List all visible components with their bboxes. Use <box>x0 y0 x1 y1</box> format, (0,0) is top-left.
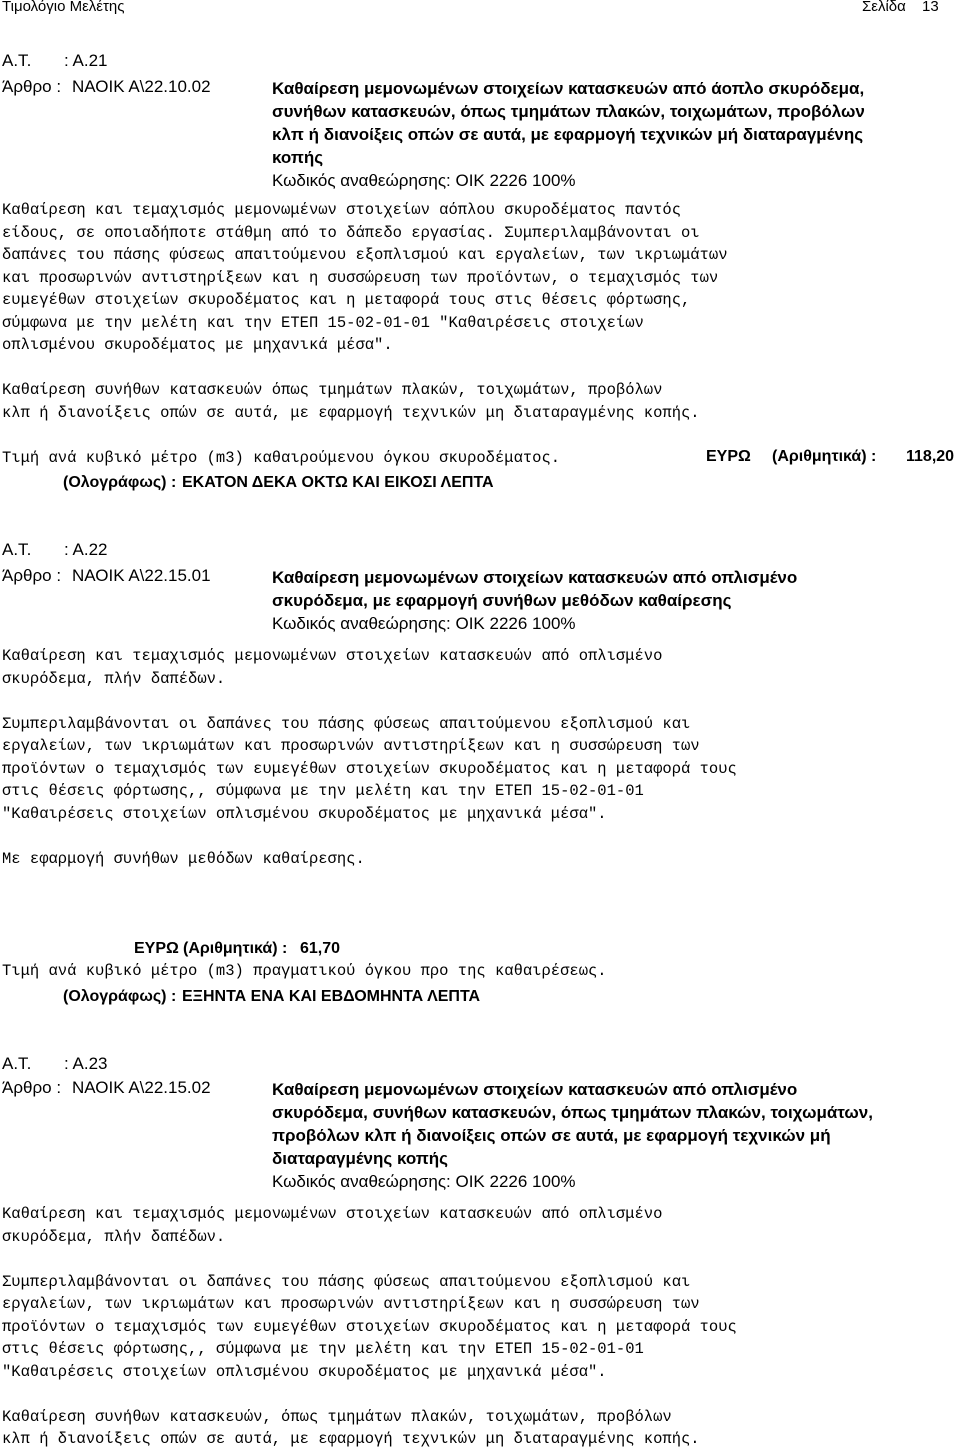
item-title <box>272 566 797 635</box>
desc-line: είδους, σε οποιαδήποτε στάθμη από το δάπεδο εργασίας. Συμπεριλαμβάνονται οι <box>2 223 700 242</box>
desc-line: Συμπεριλαμβάνονται οι δαπάνες του πάσης φύσεως απαιτούμενου εξοπλισμού και <box>2 714 691 733</box>
desc-line: κλπ ή διανοίξεις οπών σε αυτά, με εφαρμογή τεχνικών μη διαταραγμένης κοπής. <box>2 1430 700 1448</box>
desc-line: εργαλείων, των ικριωμάτων και προσωρινών αντιστηρίξεων και η συσσώρευση των <box>2 737 700 755</box>
blank-line <box>2 424 728 447</box>
blank-line <box>2 690 737 713</box>
blank-line <box>2 357 728 380</box>
price-value: 118,20 <box>906 448 955 465</box>
desc-line: "Καθαιρέσεις στοιχείων οπλισμένου σκυροδέματος με μηχανικά μέσα". <box>2 804 607 823</box>
at-value: : Α.23 <box>64 1054 108 1073</box>
title-line: Καθαίρεση μεμονωμένων στοιχείων κατασκευών από άοπλο σκυρόδεμα, <box>272 79 865 98</box>
desc-line: Καθαίρεση και τεμαχισμός μεμονωμένων στοιχείων κατασκευών από οπλισμένο <box>2 647 663 665</box>
desc-line: δαπάνες του πάσης φύσεως απαιτούμενου εξοπλισμού και εργαλείων, των ικριωμάτων <box>2 246 728 264</box>
at-value: : Α.21 <box>64 51 108 70</box>
desc-line: εργαλείων, των ικριωμάτων και προσωρινών αντιστηρίξεων και η συσσώρευση των <box>2 1295 700 1313</box>
article-label: Άρθρο : <box>2 1078 62 1097</box>
item-description <box>2 645 737 870</box>
blank-line <box>2 1383 737 1406</box>
words-label: (Ολογράφως) : <box>63 988 177 1005</box>
unit-price-line: Τιμή ανά κυβικό μέτρο (m3) καθαιρούμενου όγκου σκυροδέματος. <box>2 448 561 467</box>
at-value: : Α.22 <box>64 540 108 559</box>
title-line: συνήθων κατασκευών, όπως τμημάτων πλακών, τοιχωμάτων, προβόλων <box>272 102 865 121</box>
desc-line: Καθαίρεση και τεμαχισμός μεμονωμένων στοιχείων αόπλου σκυροδέματος παντός <box>2 201 682 219</box>
item-description <box>2 1203 737 1451</box>
desc-line: οπλισμένου σκυροδέματος με μηχανικά μέσα". <box>2 336 393 354</box>
desc-line: Με εφαρμογή συνήθων μεθόδων καθαίρεσης. <box>2 849 365 868</box>
at-label: Α.Τ. <box>2 540 32 559</box>
price-currency: ΕΥΡΩ <box>706 448 751 465</box>
page-label: Σελίδα <box>862 0 906 15</box>
desc-line: Καθαίρεση συνήθων κατασκευών, όπως τμημάτων πλακών, τοιχωμάτων, προβόλων <box>2 1407 672 1426</box>
desc-line: Καθαίρεση και τεμαχισμός μεμονωμένων στοιχείων κατασκευών από οπλισμένο <box>2 1205 663 1223</box>
document-title: Τιμολόγιο Μελέτης <box>2 0 125 15</box>
title-line: Καθαίρεση μεμονωμένων στοιχείων κατασκευών από οπλισμένο <box>272 1080 798 1099</box>
words-value: ΕΚΑΤΟΝ ΔΕΚΑ ΟΚΤΩ ΚΑΙ ΕΙΚΟΣΙ ΛΕΠΤΑ <box>182 474 494 491</box>
item-title <box>272 1078 873 1193</box>
at-label: Α.Τ. <box>2 51 32 70</box>
article-label: Άρθρο : <box>2 566 62 585</box>
title-line: σκυρόδεμα, συνήθων κατασκευών, όπως τμημάτων πλακών, τοιχωμάτων, <box>272 1103 873 1122</box>
revision-code: Κωδικός αναθεώρησης: ΟΙΚ 2226 100% <box>272 1172 576 1191</box>
price-numeric-label: (Αριθμητικά) : <box>183 940 288 957</box>
words-value: ΕΞΗΝΤΑ ΕΝΑ ΚΑΙ ΕΒΔΟΜΗΝΤΑ ΛΕΠΤΑ <box>182 988 481 1005</box>
desc-line: ευμεγέθων στοιχείων σκυροδέματος και η μεταφορά τους στις θέσεις φόρτωσης, <box>2 291 691 309</box>
title-line: προβόλων κλπ ή διανοίξεις οπών σε αυτά, με εφαρμογή τεχνικών μή <box>272 1126 831 1145</box>
at-label: Α.Τ. <box>2 1054 32 1073</box>
unit-price-line: Τιμή ανά κυβικό μέτρο (m3) πραγματικού όγκου προ της καθαιρέσεως. <box>2 962 607 980</box>
desc-line: σύμφωνα με την μελέτη και την ΕΤΕΠ 15-02-01-01 "Καθαιρέσεις στοιχείων <box>2 313 644 332</box>
revision-code: Κωδικός αναθεώρησης: ΟΙΚ 2226 100% <box>272 171 576 190</box>
words-label: (Ολογράφως) : <box>63 474 177 491</box>
desc-line: στις θέσεις φόρτωσης,, σύμφωνα με την μελέτη και την ΕΤΕΠ 15-02-01-01 <box>2 782 644 800</box>
title-line: διαταραγμένης κοπής <box>272 1149 449 1168</box>
desc-line: κλπ ή διανοίξεις οπών σε αυτά, με εφαρμογή τεχνικών μη διαταραγμένης κοπής. <box>2 403 700 422</box>
title-line: κλπ ή διανοίξεις οπών σε αυτά, με εφαρμογή τεχνικών μή διαταραγμένης <box>272 125 864 144</box>
desc-line: στις θέσεις φόρτωσης,, σύμφωνα με την μελέτη και την ΕΤΕΠ 15-02-01-01 <box>2 1340 644 1358</box>
blank-line <box>2 825 737 848</box>
desc-line: Καθαίρεση συνήθων κατασκευών όπως τμημάτων πλακών, τοιχωμάτων, προβόλων <box>2 381 663 399</box>
article-label: Άρθρο : <box>2 77 62 96</box>
title-line: σκυρόδεμα, με εφαρμογή συνήθων μεθόδων καθαίρεσης <box>272 591 732 610</box>
price-value: 61,70 <box>300 940 341 957</box>
page-number: 13 <box>922 0 939 15</box>
desc-line: Συμπεριλαμβάνονται οι δαπάνες του πάσης φύσεως απαιτούμενου εξοπλισμού και <box>2 1272 691 1291</box>
desc-line: "Καθαιρέσεις στοιχείων οπλισμένου σκυροδέματος με μηχανικά μέσα". <box>2 1362 607 1381</box>
article-code: ΝΑΟΙΚ Α\22.10.02 <box>72 77 211 96</box>
article-code: ΝΑΟΙΚ Α\22.15.02 <box>72 1078 211 1097</box>
desc-line: σκυρόδεμα, πλήν δαπέδων. <box>2 1227 226 1246</box>
article-code: ΝΑΟΙΚ Α\22.15.01 <box>72 566 211 585</box>
price-numeric-label: (Αριθμητικά) : <box>772 448 877 465</box>
revision-code: Κωδικός αναθεώρησης: ΟΙΚ 2226 100% <box>272 614 576 633</box>
title-line: Καθαίρεση μεμονωμένων στοιχείων κατασκευών από οπλισμένο <box>272 568 798 587</box>
blank-line <box>2 1248 737 1271</box>
item-description <box>2 199 728 469</box>
desc-line: προϊόντων ο τεμαχισμός των ευμεγέθων στοιχείων σκυροδέματος και η μεταφορά τους <box>2 759 737 778</box>
desc-line: προϊόντων ο τεμαχισμός των ευμεγέθων στοιχείων σκυροδέματος και η μεταφορά τους <box>2 1317 737 1336</box>
item-title <box>272 77 865 192</box>
desc-line: και προσωρινών αντιστηρίξεων και η συσσώρευση των προϊόντων, ο τεμαχισμός των <box>2 268 719 287</box>
desc-line: σκυρόδεμα, πλήν δαπέδων. <box>2 669 226 688</box>
title-line: κοπής <box>272 148 324 167</box>
price-currency: ΕΥΡΩ <box>134 940 179 957</box>
